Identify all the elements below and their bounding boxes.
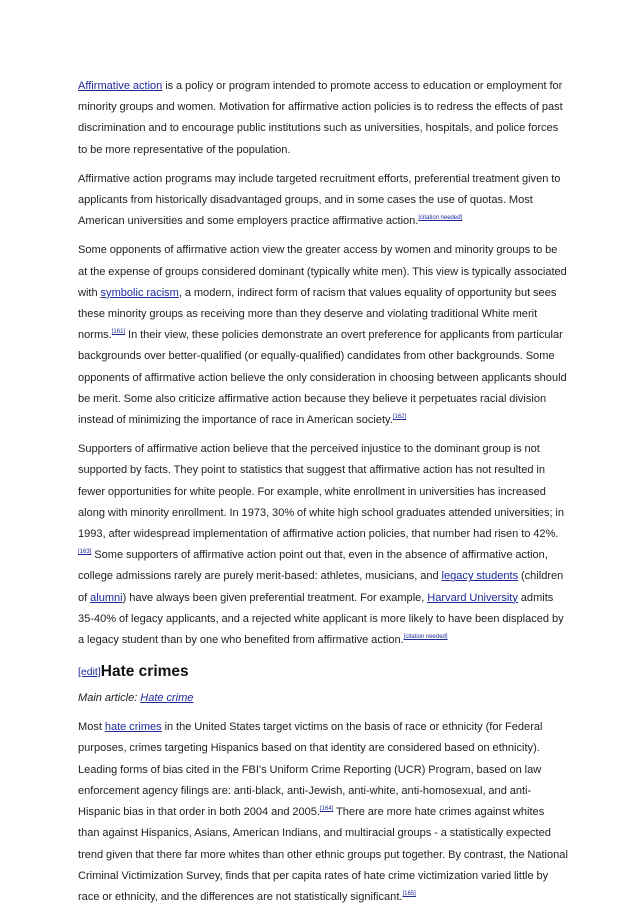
paragraph-opponents — [78, 240, 568, 431]
reference-165[interactable]: [165] — [402, 890, 416, 897]
paragraph-hate-crimes — [78, 717, 568, 908]
paragraph-text: Some supporters of affirmative action point out that, even in the absence of affirmative action, college admissions rarely are purely merit-based: athletes, musicians, and — [78, 549, 548, 583]
article-body — [78, 76, 568, 916]
link-hate-crimes[interactable]: hate crimes — [104, 721, 162, 734]
reference-164[interactable]: [164] — [320, 806, 334, 813]
reference-163[interactable]: [163] — [78, 549, 92, 556]
paragraph-text: (children of — [78, 570, 564, 604]
reference-161[interactable]: [161] — [111, 329, 126, 336]
reference-162[interactable]: [162] — [392, 414, 407, 421]
link-legacy-students[interactable]: legacy students — [441, 570, 519, 583]
section-title: Hate crimes — [100, 663, 189, 681]
link-hate-crime[interactable]: Hate crime — [140, 692, 194, 705]
paragraph-text: There are more hate crimes against whites than against Hispanics, Asians, American Indians, and multiracial groups - a statistically expected trend given that there far more whites than other ethnic groups put together. By contrast, the National Criminal Victimization Survey, finds that per capita rates of hate crime victimization varied little by race or ethnicity, and the differences are not statistically significant. — [78, 806, 568, 903]
paragraph-text: Most — [78, 721, 105, 734]
paragraph-text: admits 35-40% of legacy applicants, and a rejected white applicant is more likely to have been displaced by a legacy student than by one who benefited from affirmative action. — [78, 591, 564, 647]
paragraph-supporters — [78, 439, 568, 651]
citation-needed-link[interactable]: [citation needed] — [403, 634, 448, 641]
paragraph-text: in the United States target victims on the basis of race or ethnicity (for Federal purposes, crimes targeting Hispanics based on that identity are considered based on ethnicity). Leading forms of bias cited in the FBI's Uniform Crime Reporting (UCR) Program, based on law enforcement agency filings are: anti-black, anti-Jewish, anti-white, anti-homosexual, and anti-Hispanic bias in that order in both 2004 and 2005. — [78, 721, 543, 819]
section-heading-hate-crimes — [78, 659, 568, 685]
paragraph-affirmative-action-intro — [78, 76, 568, 161]
main-article-note — [78, 687, 568, 709]
citation-needed-link[interactable]: [citation needed] — [418, 215, 463, 222]
paragraph-affirmative-action-programs — [78, 169, 568, 233]
paragraph-text: , a modern, indirect form of racism that values equality of opportunity but sees these minority groups as receiving more than they deserve and violating traditional White merit norms. — [78, 286, 557, 342]
paragraph-text: Affirmative action programs may include targeted recruitment efforts, preferential treatment given to applicants from historically disadvantaged groups, and in some cases the use of quotas. Most American universities and some employers practice affirmative action. — [78, 172, 561, 228]
paragraph-text: Some opponents of affirmative action view the greater access by women and minority groups to be at the expense of groups considered dominant (typically white men). This view is typically associated with — [78, 244, 567, 299]
link-affirmative-action[interactable]: Affirmative action — [78, 80, 163, 92]
link-harvard-university[interactable]: Harvard University — [427, 591, 518, 604]
paragraph-text: ) have always been given preferential treatment. For example, — [122, 591, 428, 604]
paragraph-text: In their view, these policies demonstrate an overt preference for applicants from particular backgrounds over better-qualified (or equally-qualified) candidates from other backgrounds. Some opponents of affirmative action believe the only consideration in choosing between applicants should be merit. Some also criticize affirmative action because they believe it perpetuates racial division instead of minimizing the importance of race in American society. — [78, 329, 567, 427]
main-article-label: Main article: — [78, 692, 141, 705]
link-symbolic-racism[interactable]: symbolic racism — [100, 286, 179, 299]
paragraph-text: is a policy or program intended to promote access to education or employment for minority groups and women. Motivation for affirmative action policies is to redress the effects of past discrimination and to encourage public institutions such as universities, hospitals, and police forces to be more representative of the population. — [78, 80, 563, 156]
link-alumni[interactable]: alumni — [90, 591, 123, 604]
paragraph-text: Supporters of affirmative action believe that the perceived injustice to the dominant group is not supported by facts. They point to statistics that suggest that affirmative action has not resulted in fewer opportunities for white people. For example, white enrollment in universities has increased along with minority enrollment. In 1973, 30% of white high school graduates attended universities; in 1993, after widespread implementation of affirmative action policies, that number had risen to 42%. — [78, 443, 565, 541]
edit-section-link[interactable]: [edit] — [78, 666, 101, 679]
